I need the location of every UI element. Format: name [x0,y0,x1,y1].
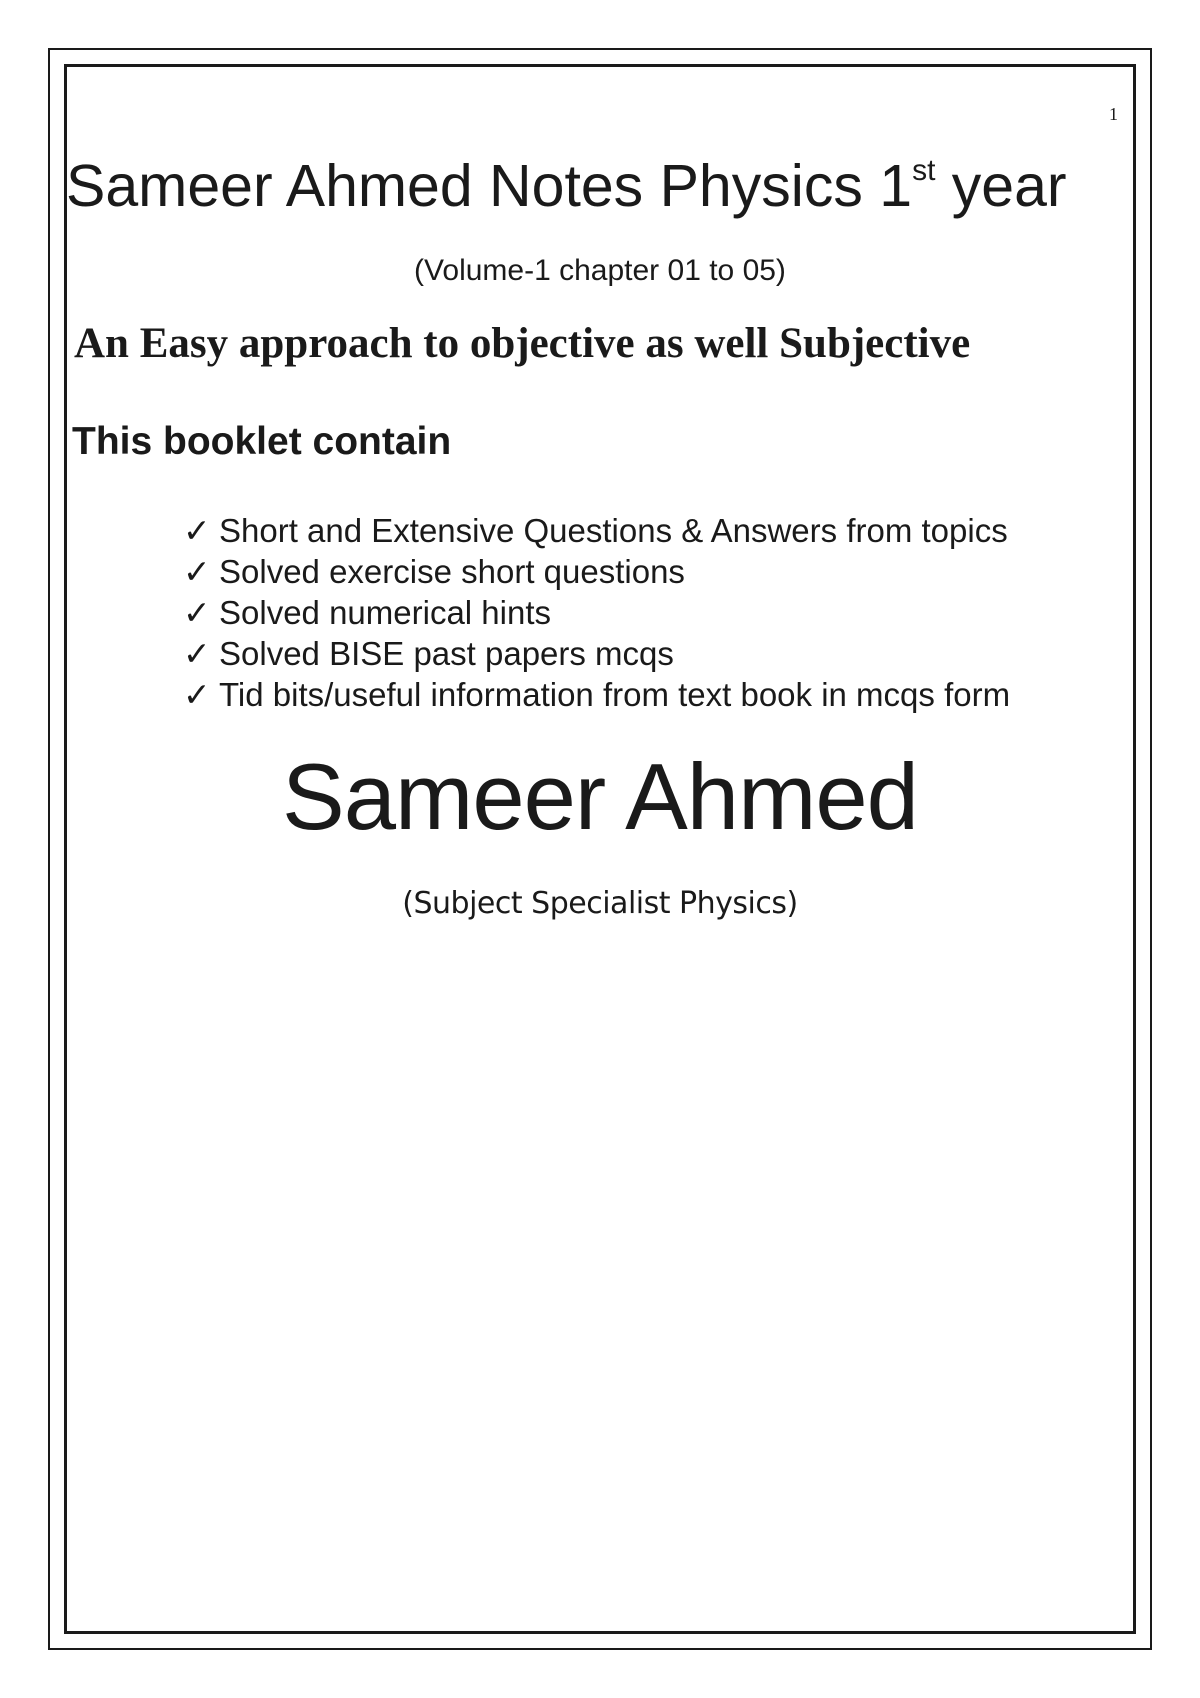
booklet-heading: This booklet contain [72,420,452,463]
list-item [183,633,1010,674]
list-item-text: Solved BISE past papers mcqs [219,635,674,672]
list-item [183,510,1010,551]
checkmark-icon: ✓ [183,553,211,590]
list-item-text: Solved exercise short questions [219,553,685,590]
document-title [66,148,1134,224]
approach-tagline: An Easy approach to objective as well Subjective [74,320,971,367]
author-role: (Subject Specialist Physics) [402,886,798,921]
checkmark-icon: ✓ [183,676,211,713]
author-name: Sameer Ahmed [282,744,918,849]
list-item [183,674,1010,715]
checkmark-icon: ✓ [183,594,211,631]
title-superscript: st [912,154,936,187]
volume-subtitle: (Volume-1 chapter 01 to 05) [414,254,786,287]
contents-list [183,510,1010,715]
list-item [183,551,1010,592]
list-item-text: Tid bits/useful information from text book in mcqs form [219,676,1011,713]
page-number: 1 [1109,104,1118,124]
checkmark-icon: ✓ [183,635,211,672]
checkmark-icon: ✓ [183,512,211,549]
list-item-text: Short and Extensive Questions & Answers from topics [219,512,1008,549]
title-text: Sameer Ahmed Notes Physics 1 [66,153,913,219]
list-item [183,592,1010,633]
list-item-text: Solved numerical hints [219,594,551,631]
title-suffix: year [935,153,1067,219]
